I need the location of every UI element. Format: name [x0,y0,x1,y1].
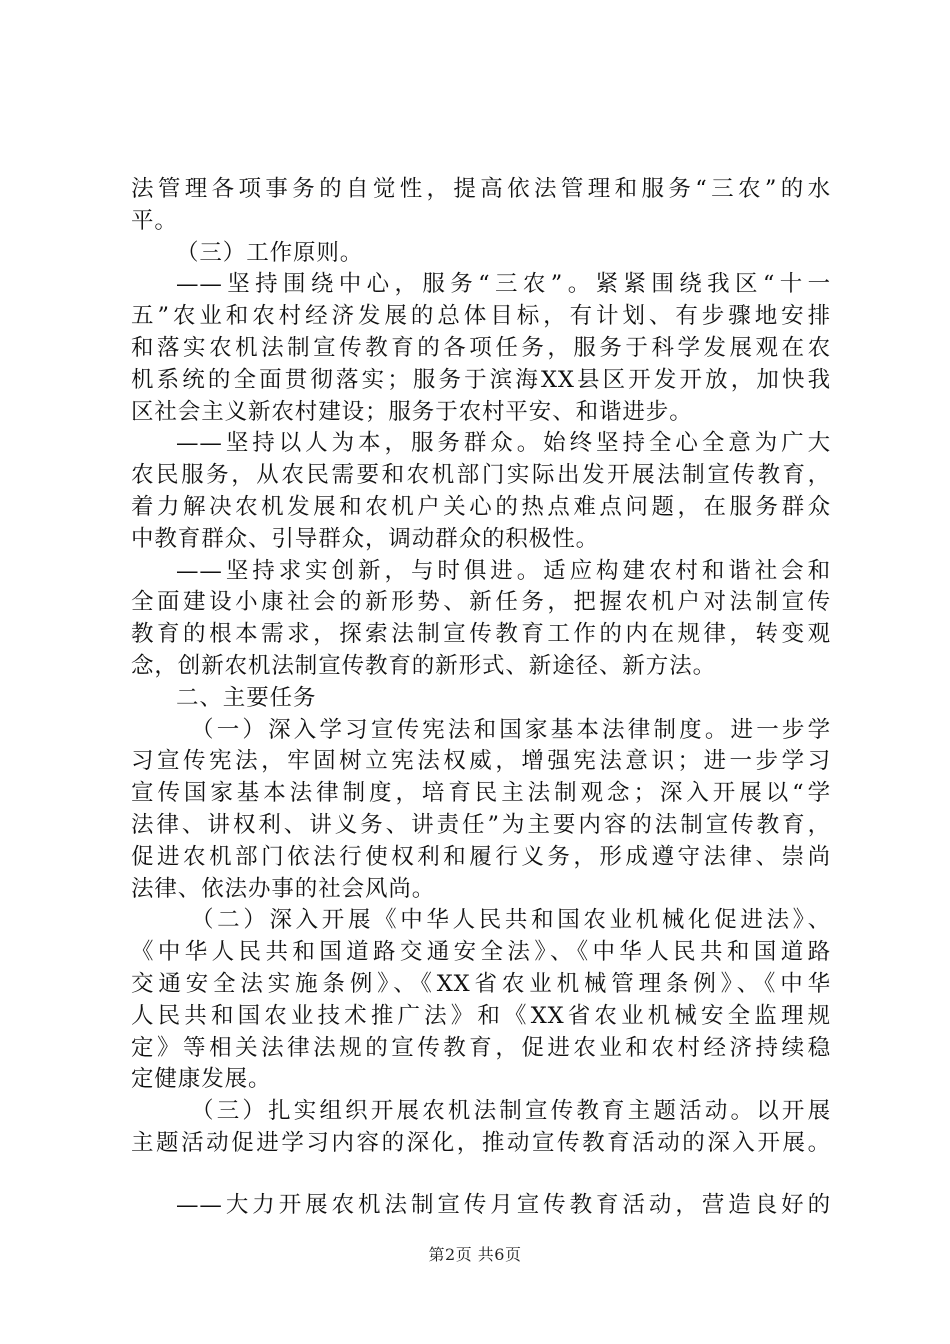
document-body [131,174,831,1222]
paragraph-line: ——坚持围绕中心，服务“三农”。紧紧围绕我区“十一 [176,271,831,298]
paragraph-line: 促进农机部门依法行使权利和履行义务，形成遵守法律、崇尚 [131,843,831,870]
section-heading: 二、主要任务 [176,684,317,711]
page-number-footer: 第2页 共6页 [428,1245,522,1264]
paragraph-line: 五”农业和农村经济发展的总体目标，有计划、有步骤地安排 [131,303,831,330]
paragraph-line: 机系统的全面贯彻落实；服务于滨海XX县区开发开放，加快我 [131,366,831,393]
paragraph-line: 中教育群众、引导群众，调动群众的积极性。 [131,525,600,552]
paragraph-line: 定健康发展。 [131,1066,272,1093]
section-heading: （三）工作原则。 [176,239,364,266]
paragraph-line: 平。 [131,207,178,234]
paragraph-line: （一）深入学习宣传宪法和国家基本法律制度。进一步学 [191,716,831,743]
paragraph-line: （二）深入开展《中华人民共和国农业机械化促进法》、 [191,907,831,934]
paragraph-line: 定》等相关法律法规的宣传教育，促进农业和农村经济持续稳 [131,1034,831,1061]
paragraph-line: 人民共和国农业技术推广法》和《XX省农业机械安全监理规 [131,1002,831,1029]
paragraph-line: 法律、依法办事的社会风尚。 [131,875,436,902]
paragraph-line: 教育的根本需求，探索法制宣传教育工作的内在规律，转变观 [131,621,831,648]
paragraph-line: 法律、讲权利、讲义务、讲责任”为主要内容的法制宣传教育， [131,811,831,838]
paragraph-line: 主题活动促进学习内容的深化，推动宣传教育活动的深入开展。 [131,1129,831,1156]
paragraph-line: 宣传国家基本法律制度，培育民主法制观念；深入开展以“学 [131,780,831,807]
paragraph-line: 着力解决农机发展和农机户关心的热点难点问题，在服务群众 [131,493,831,520]
paragraph-line: ——大力开展农机法制宣传月宣传教育活动，营造良好的 [176,1191,831,1218]
paragraph-line: 交通安全法实施条例》、《XX省农业机械管理条例》、《中华 [131,970,831,997]
paragraph-line: ——坚持以人为本，服务群众。始终坚持全心全意为广大 [176,430,831,457]
paragraph-line: 《中华人民共和国道路交通安全法》、《中华人民共和国道路 [131,939,831,966]
paragraph-line: 农民服务，从农民需要和农机部门实际出发开展法制宣传教育， [131,462,831,489]
paragraph-line: 念，创新农机法制宣传教育的新形式、新途径、新方法。 [131,652,717,679]
paragraph-line: 全面建设小康社会的新形势、新任务，把握农机户对法制宣传 [131,589,831,616]
paragraph-line: ——坚持求实创新，与时俱进。适应构建农村和谐社会和 [176,557,831,584]
paragraph-spacer [131,1160,831,1190]
paragraph-line: （三）扎实组织开展农机法制宣传教育主题活动。以开展 [191,1098,831,1125]
paragraph-line: 区社会主义新农村建设；服务于农村平安、和谐进步。 [131,398,693,425]
paragraph-line: 习宣传宪法，牢固树立宪法权威，增强宪法意识；进一步学习 [131,748,831,775]
paragraph-line: 和落实农机法制宣传教育的各项任务，服务于科学发展观在农 [131,334,831,361]
paragraph-line: 法管理各项事务的自觉性，提高依法管理和服务“三农”的水 [131,176,831,202]
